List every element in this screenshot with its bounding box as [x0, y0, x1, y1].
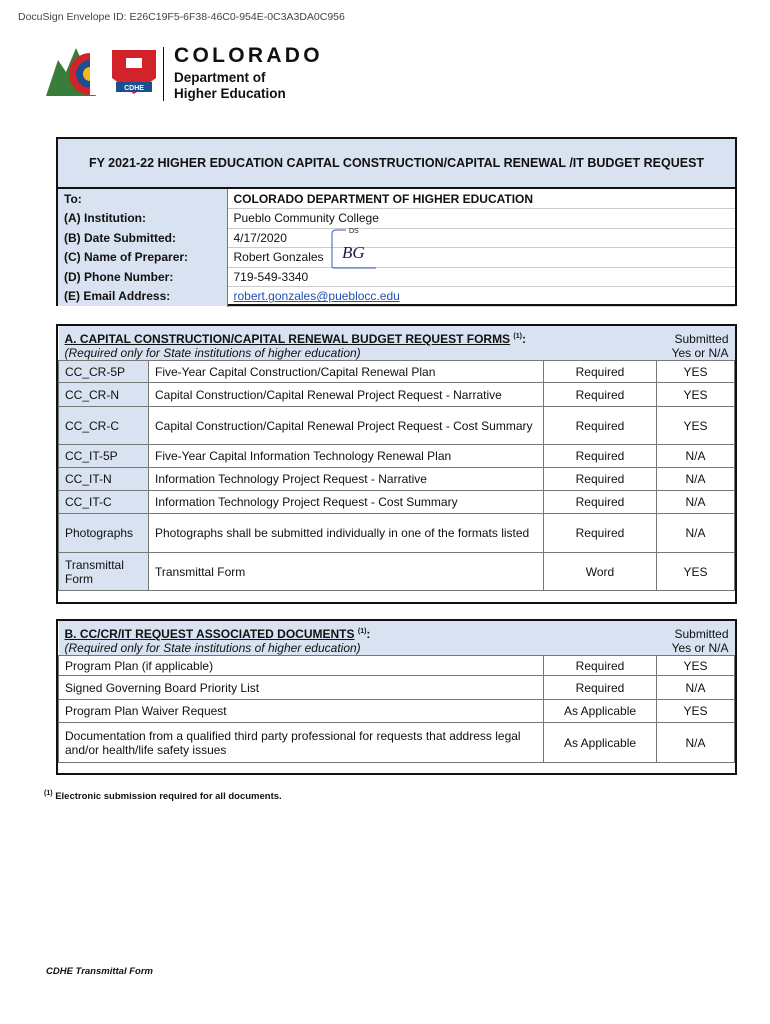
form-description: Five-Year Capital Information Technology Renewal Plan [149, 445, 544, 468]
table-row [59, 361, 735, 383]
info-row [58, 228, 735, 248]
form-submitted: YES [657, 407, 735, 445]
table-row [59, 468, 735, 491]
table-row [59, 491, 735, 514]
page-title: FY 2021-22 HIGHER EDUCATION CAPITAL CONSTRUCTION/CAPITAL RENEWAL /IT BUDGET REQUEST [58, 139, 735, 189]
section-a-submitted-label: Submitted [674, 332, 729, 346]
form-description: Information Technology Project Request - Cost Summary [149, 491, 544, 514]
table-row [59, 514, 735, 553]
form-submitted: N/A [657, 468, 735, 491]
form-requirement: Required [544, 468, 657, 491]
form-code: CC_CR-N [59, 383, 149, 407]
form-description: Photographs shall be submitted individually in one of the formats listed [149, 514, 544, 553]
section-b-subtitle: (Required only for State institutions of higher education) [64, 641, 361, 655]
section-b-title: B. CC/CR/IT REQUEST ASSOCIATED DOCUMENTS [64, 627, 355, 641]
info-label-date: (B) Date Submitted: [58, 228, 227, 248]
cdhe-logo-icon [46, 44, 166, 100]
info-value-to: COLORADO DEPARTMENT OF HIGHER EDUCATION [227, 189, 735, 209]
section-b-title-cell: B. CC/CR/IT REQUEST ASSOCIATED DOCUMENTS $^{(1)}$: (Required only for State institutions of higher education) [64, 627, 371, 655]
section-a-subtitle: (Required only for State institutions of higher education) [64, 346, 361, 360]
docusign-envelope-id: DocuSign Envelope ID: E26C19F5-6F38-46C0-954E-0C3A3DA0C956 [18, 11, 345, 23]
logo-badge-text: CDHE [124, 85, 144, 92]
document-description: Program Plan (if applicable) [59, 656, 544, 676]
form-requirement: Required [544, 383, 657, 407]
request-info-table [58, 189, 735, 307]
info-row [58, 248, 735, 268]
form-code: CC_CR-C [59, 407, 149, 445]
section-b-submitted-label: Submitted [674, 627, 729, 641]
docusign-ds-tag: DS [349, 228, 359, 235]
info-label-phone: (D) Phone Number: [58, 267, 227, 287]
docusign-initials-field[interactable] [330, 226, 376, 270]
info-row [58, 267, 735, 287]
document-submitted: N/A [657, 723, 735, 763]
form-code: Transmittal Form [59, 553, 149, 591]
table-row [59, 656, 735, 676]
form-code: CC_IT-C [59, 491, 149, 514]
form-code: CC_IT-N [59, 468, 149, 491]
signature-initials: BG [342, 243, 365, 262]
info-value-phone: 719-549-3340 [227, 267, 735, 287]
section-b-yes-na-label: Yes or N/A [671, 641, 729, 655]
section-a-yes-na-label: Yes or N/A [671, 346, 729, 360]
form-submitted: N/A [657, 491, 735, 514]
info-value-preparer: Robert Gonzales [227, 248, 735, 268]
document-requirement: As Applicable [544, 723, 657, 763]
section-a-header [59, 326, 735, 361]
section-a-submitted-cell [657, 326, 735, 361]
footnote-text: Electronic submission required for all documents. [55, 791, 282, 803]
footnote [44, 790, 282, 802]
section-a-note-mark: (1) [513, 333, 522, 340]
form-description: Five-Year Capital Construction/Capital Renewal Plan [149, 361, 544, 383]
footnote-mark: (1) [44, 790, 53, 797]
section-b-table [58, 621, 735, 763]
info-value-institution: Pueblo Community College [227, 209, 735, 229]
form-submitted: YES [657, 383, 735, 407]
section-a-title-cell: A. CAPITAL CONSTRUCTION/CAPITAL RENEWAL BUDGET REQUEST FORMS $^{(1)}$: (Required only for State institutions of higher education) [64, 332, 526, 360]
logo-divider [163, 47, 164, 101]
form-requirement: Word [544, 553, 657, 591]
document-submitted: YES [657, 700, 735, 723]
form-requirement: Required [544, 514, 657, 553]
form-requirement: Required [544, 407, 657, 445]
logo-dept-line1: Department of [174, 70, 266, 85]
table-row [59, 553, 735, 591]
logo-colorado-wordmark: COLORADO [174, 44, 323, 67]
section-b-note-mark: (1) [357, 628, 367, 635]
form-description: Capital Construction/Capital Renewal Project Request - Cost Summary [149, 407, 544, 445]
document-requirement: Required [544, 676, 657, 700]
section-a-title: A. CAPITAL CONSTRUCTION/CAPITAL RENEWAL BUDGET REQUEST FORMS [64, 332, 511, 346]
form-name-footer: CDHE Transmittal Form [46, 966, 153, 977]
form-submitted: YES [657, 553, 735, 591]
table-row [59, 383, 735, 407]
document-description: Signed Governing Board Priority List [59, 676, 544, 700]
table-row [59, 723, 735, 763]
form-submitted: N/A [657, 514, 735, 553]
section-b-submitted-cell [657, 621, 735, 656]
info-label-email: (E) Email Address: [58, 287, 227, 307]
table-row [59, 676, 735, 700]
table-row [59, 407, 735, 445]
document-requirement: As Applicable [544, 700, 657, 723]
form-requirement: Required [544, 361, 657, 383]
form-code: CC_IT-5P [59, 445, 149, 468]
document-submitted: YES [657, 656, 735, 676]
info-label-preparer: (C) Name of Preparer: [58, 248, 227, 268]
table-row [59, 700, 735, 723]
document-requirement: Required [544, 656, 657, 676]
section-b-header [59, 621, 735, 656]
info-value-email-cell [227, 287, 735, 307]
section-a-box [56, 324, 737, 604]
info-row [58, 209, 735, 229]
section-a-table [58, 326, 735, 591]
form-description: Capital Construction/Capital Renewal Project Request - Narrative [149, 383, 544, 407]
form-requirement: Required [544, 445, 657, 468]
form-submitted: N/A [657, 445, 735, 468]
info-row [58, 287, 735, 307]
form-description: Transmittal Form [149, 553, 544, 591]
document-description: Program Plan Waiver Request [59, 700, 544, 723]
form-code: Photographs [59, 514, 149, 553]
document-submitted: N/A [657, 676, 735, 700]
form-submitted: YES [657, 361, 735, 383]
request-header-box [56, 137, 737, 306]
form-description: Information Technology Project Request - Narrative [149, 468, 544, 491]
section-b-box [56, 619, 737, 775]
form-requirement: Required [544, 491, 657, 514]
logo-dept-line2: Higher Education [174, 86, 286, 101]
info-row [58, 189, 735, 209]
document-description: Documentation from a qualified third party professional for requests that address legal and/or health/life safety issues [59, 723, 544, 763]
info-label-institution: (A) Institution: [58, 209, 227, 229]
email-link[interactable]: robert.gonzales@pueblocc.edu [233, 289, 400, 304]
info-label-to: To: [58, 189, 227, 209]
info-value-date: 4/17/2020 [227, 228, 735, 248]
table-row [59, 445, 735, 468]
form-code: CC_CR-5P [59, 361, 149, 383]
